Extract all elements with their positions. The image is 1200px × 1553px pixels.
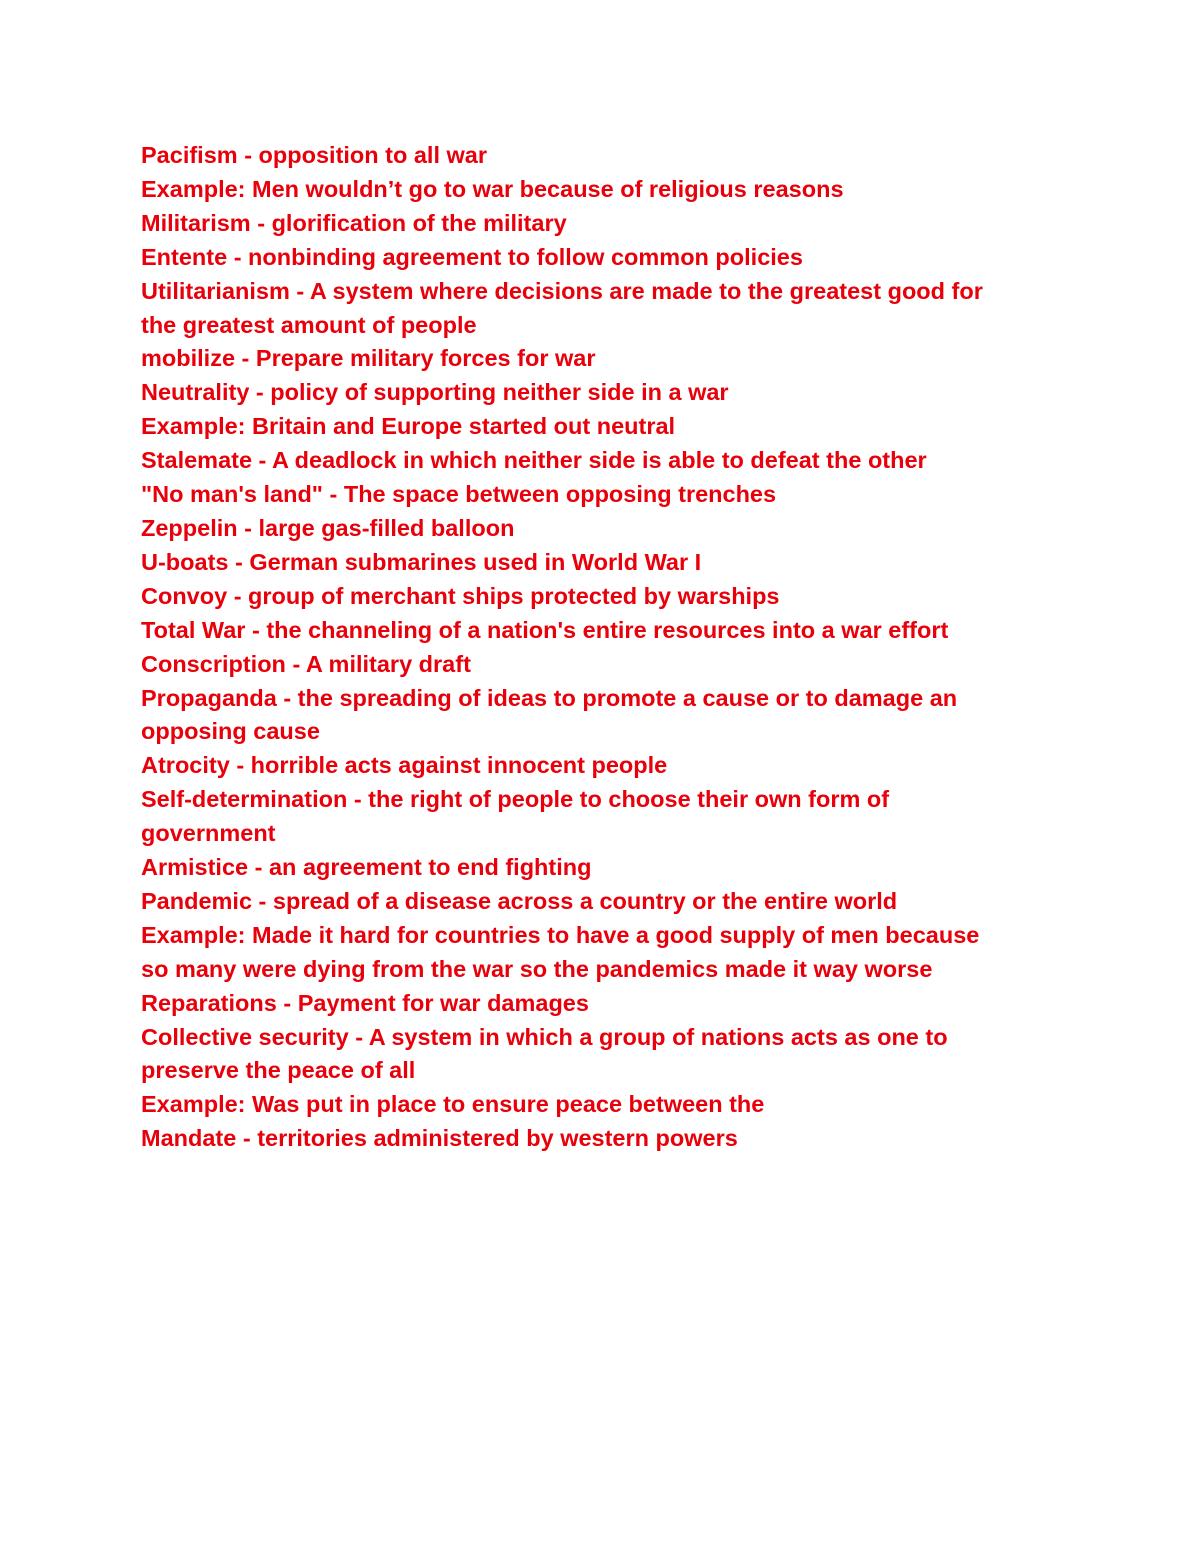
text-line: government xyxy=(141,820,276,847)
glossary-text xyxy=(141,139,1071,1156)
text-line: Example: Britain and Europe started out neutral xyxy=(141,413,676,440)
text-line: Example: Was put in place to ensure peace between the xyxy=(141,1091,765,1118)
text-line: Neutrality - policy of supporting neither side in a war xyxy=(141,379,729,406)
text-line: Zeppelin - large gas-filled balloon xyxy=(141,514,515,541)
text-line: Atrocity - horrible acts against innocent people xyxy=(141,752,668,779)
text-line: Propaganda - the spreading of ideas to promote a cause or to damage an xyxy=(141,684,958,711)
text-line: mobilize - Prepare military forces for war xyxy=(141,345,596,372)
text-line: Collective security - A system in which a group of nations acts as one to xyxy=(141,1023,948,1050)
text-line: Conscription - A military draft xyxy=(141,650,471,677)
text-line: Total War - the channeling of a nation's entire resources into a war effort xyxy=(141,616,949,643)
text-line: Pacifism - opposition to all war xyxy=(141,142,488,168)
text-line: opposing cause xyxy=(141,718,320,745)
text-line: U-boats - German submarines used in World War I xyxy=(141,548,702,575)
text-line: Stalemate - A deadlock in which neither side is able to defeat the other xyxy=(141,447,927,474)
text-line: Reparations - Payment for war damages xyxy=(141,989,589,1016)
text-line: "No man's land" - The space between opposing trenches xyxy=(141,481,777,508)
text-line: Example: Made it hard for countries to have a good supply of men because xyxy=(141,921,980,948)
text-line: the greatest amount of people xyxy=(141,311,477,338)
text-line: Self-determination - the right of people to choose their own form of xyxy=(141,786,890,813)
text-line: Armistice - an agreement to end fighting xyxy=(141,854,592,881)
text-line: Militarism - glorification of the military xyxy=(141,209,567,236)
text-line: Entente - nonbinding agreement to follow common policies xyxy=(141,243,803,270)
text-line: Pandemic - spread of a disease across a country or the entire world xyxy=(141,887,898,914)
text-line: Mandate - territories administered by western powers xyxy=(141,1125,738,1152)
text-line: Utilitarianism - A system where decisions are made to the greatest good for xyxy=(141,277,983,304)
text-line: preserve the peace of all xyxy=(141,1057,416,1084)
text-line: Convoy - group of merchant ships protected by warships xyxy=(141,582,780,609)
text-line: Example: Men wouldn’t go to war because of religious reasons xyxy=(141,175,844,202)
text-line: so many were dying from the war so the pandemics made it way worse xyxy=(141,955,933,982)
